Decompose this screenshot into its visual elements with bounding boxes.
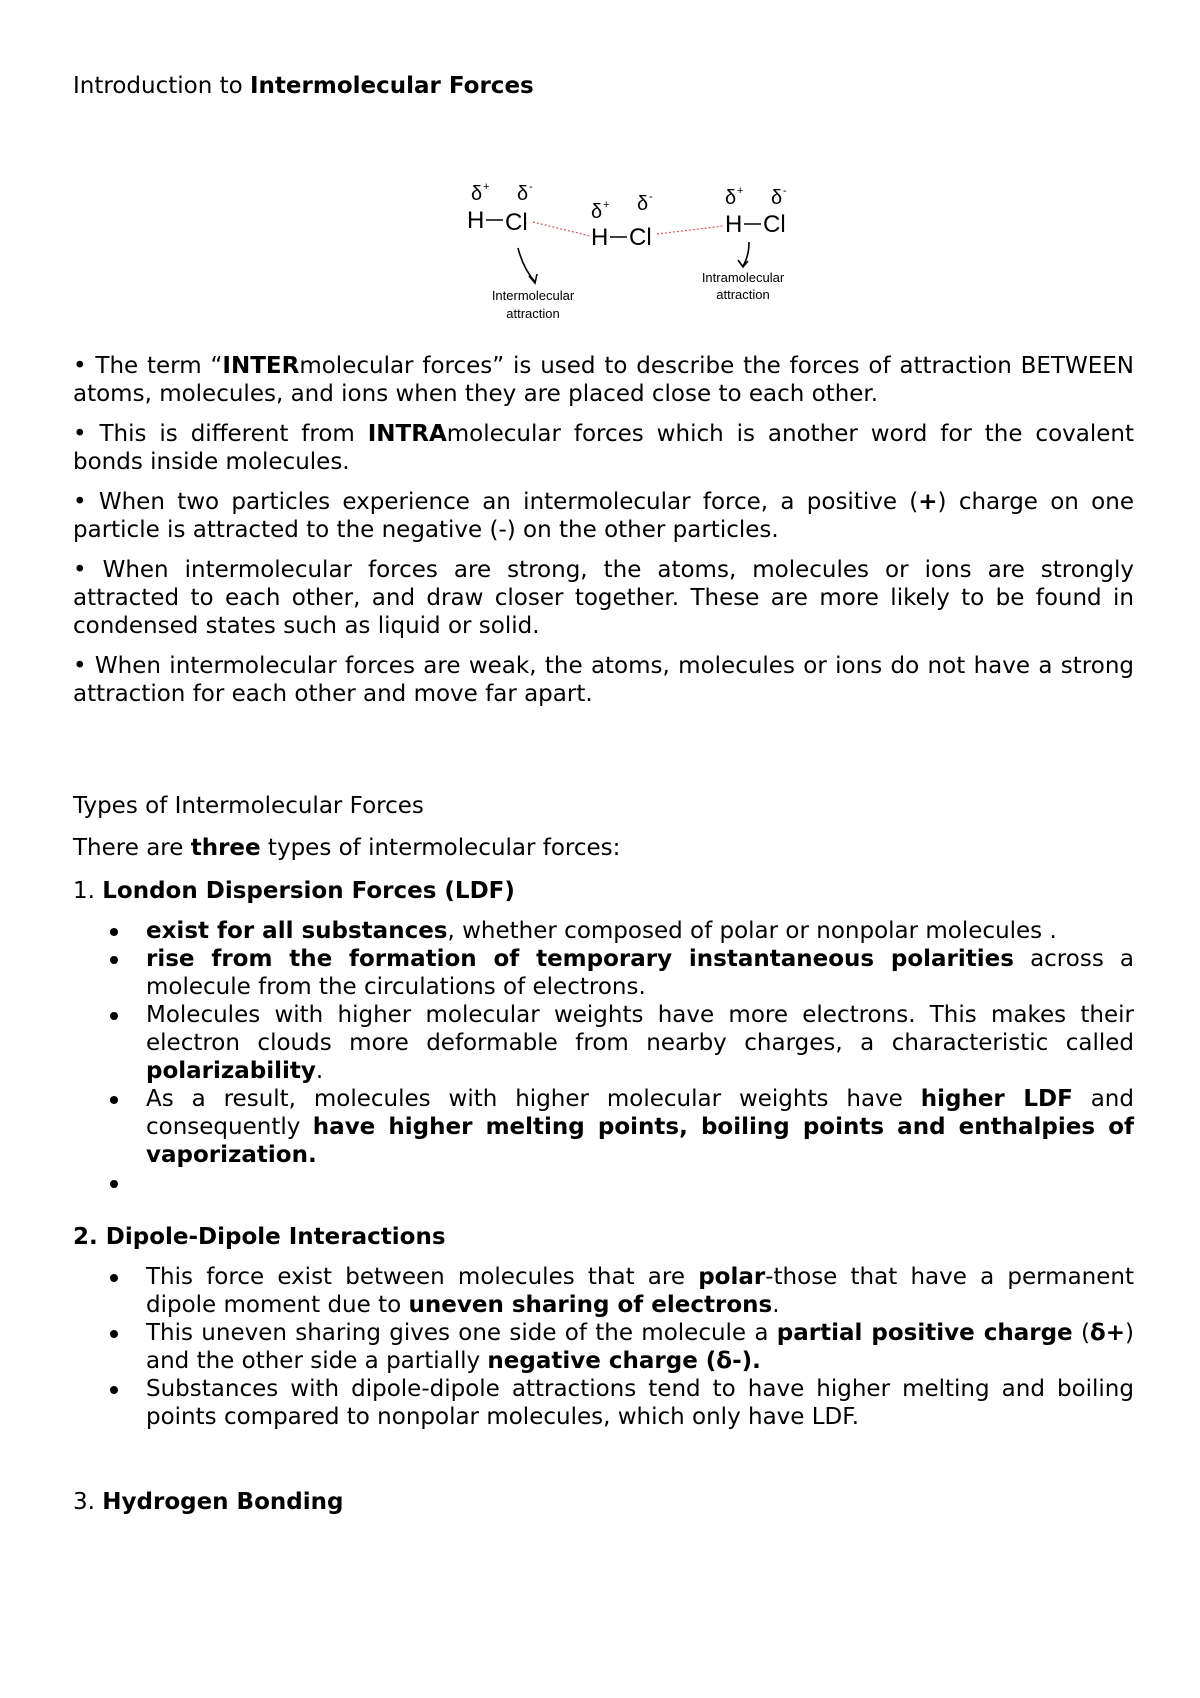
list-item: This force exist between molecules that are polar-those that have a permanent dipole moment due to uneven sharing of electrons. [73, 1263, 1134, 1319]
ldf-heading: 1. London Dispersion Forces (LDF) [73, 878, 515, 904]
svg-text:+: + [483, 181, 490, 193]
hcl-intermolecular-figure [383, 170, 803, 330]
paragraph-charges: • When two particles experience an intermolecular force, a positive (+) charge on one particle is attracted to the negative (-) on the other particles. [73, 489, 1134, 543]
hcl-diagram [383, 170, 803, 330]
intramolecular-label: Intramolecular [701, 270, 785, 285]
chlorine-atom: Cl [763, 211, 786, 238]
svg-text:attraction: attraction [716, 287, 770, 302]
svg-text:δ: δ [637, 193, 649, 215]
hcl-molecule-1 [467, 181, 533, 236]
dipole-heading: 2. Dipole-Dipole Interactions [73, 1224, 446, 1250]
page-title: Introduction to Intermolecular Forces [73, 73, 534, 99]
hydrogen-atom: H [725, 211, 743, 238]
intermolecular-attraction-line [533, 222, 590, 236]
hcl-molecule-3 [725, 185, 787, 238]
dipole-section [73, 1223, 1134, 1431]
section-heading-types: Types of Intermolecular Forces [73, 793, 424, 819]
svg-text:δ: δ [771, 187, 783, 209]
hydrogen-atom: H [591, 224, 609, 251]
svg-text:δ: δ [591, 201, 603, 223]
intermolecular-attraction-line [657, 226, 723, 234]
hydrogen-atom: H [467, 207, 485, 234]
svg-text:attraction: attraction [506, 306, 560, 321]
hbond-section [73, 1488, 1134, 1516]
paragraph-strong: • When intermolecular forces are strong, the atoms, molecules or ions are strongly attracted to each other, and draw closer together. These are more likely to be found in condensed states such as liquid or solid. [73, 557, 1134, 639]
list-item-empty [73, 1169, 1134, 1197]
ldf-bullet-list [73, 917, 1134, 1197]
types-lead: There are three types of intermolecular forces: [73, 835, 621, 861]
paragraph-weak: • When intermolecular forces are weak, the atoms, molecules or ions do not have a strong attraction for each other and move far apart. [73, 653, 1134, 707]
svg-text:+: + [603, 199, 610, 211]
delta-minus-label: δ [517, 183, 529, 205]
list-item: This uneven sharing gives one side of the molecule a partial positive charge (δ+) and the other side a partially negative charge (δ-). [73, 1319, 1134, 1375]
intro-paragraphs [73, 352, 1134, 708]
chlorine-atom: Cl [629, 224, 652, 251]
svg-text:+: + [737, 185, 744, 197]
hbond-heading: 3. Hydrogen Bonding [73, 1489, 344, 1515]
types-section [73, 792, 1134, 1197]
list-item: As a result, molecules with higher molecular weights have higher LDF and consequently have higher melting points, boiling points and enthalpies of vaporization. [73, 1085, 1134, 1169]
list-item: Molecules with higher molecular weights have more electrons. This makes their electron clouds more deformable from nearby charges, a characteristic called polarizability. [73, 1001, 1134, 1085]
list-item: rise from the formation of temporary instantaneous polarities across a molecule from the circulations of electrons. [73, 945, 1134, 1001]
svg-text:-: - [649, 191, 653, 203]
list-item: exist for all substances, whether composed of polar or nonpolar molecules . [73, 917, 1134, 945]
list-item: Substances with dipole-dipole attractions tend to have higher melting and boiling points compared to nonpolar molecules, which only have LDF. [73, 1375, 1134, 1431]
delta-plus-label: δ [471, 183, 483, 205]
svg-text:-: - [783, 185, 787, 197]
hcl-molecule-2 [591, 191, 653, 251]
dipole-bullet-list [73, 1263, 1134, 1431]
intermolecular-label: Intermolecular [491, 288, 575, 303]
paragraph-inter: • The term “INTERmolecular forces” is used to describe the forces of attraction BETWEEN atoms, molecules, and ions when they are placed close to each other. [73, 353, 1135, 407]
svg-text:-: - [529, 181, 533, 193]
intermolecular-arrow [518, 248, 535, 282]
chlorine-atom: Cl [505, 209, 528, 236]
paragraph-intra: • This is different from INTRAmolecular forces which is another word for the covalent bonds inside molecules. [73, 421, 1134, 475]
svg-text:δ: δ [725, 187, 737, 209]
